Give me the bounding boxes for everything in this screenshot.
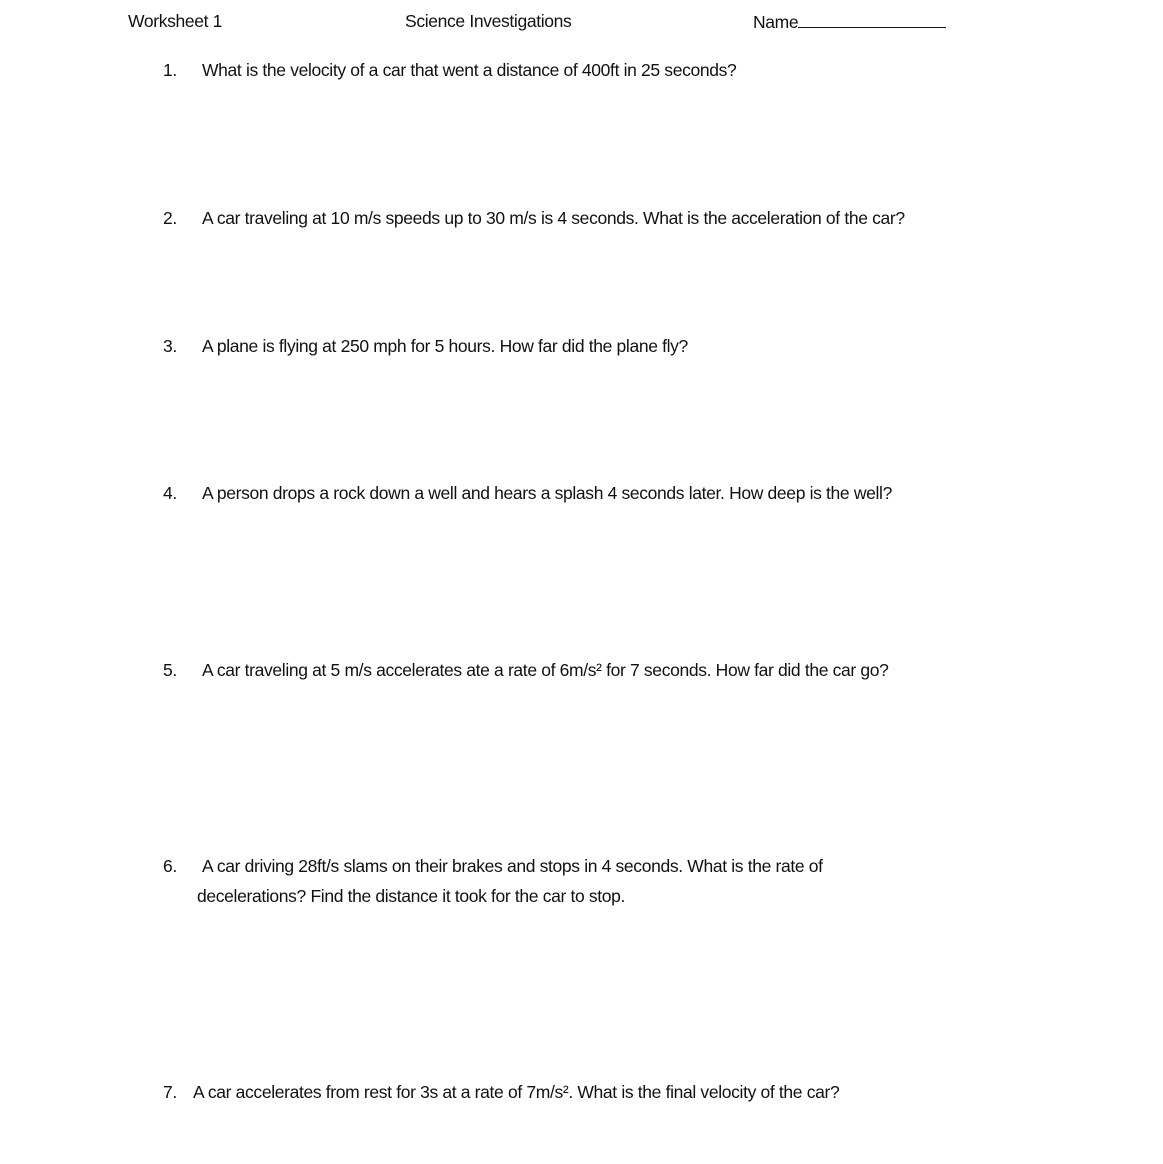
question-text-line-2: decelerations? Find the distance it took for the car to stop. <box>197 886 626 906</box>
subject-title: Science Investigations <box>405 11 572 31</box>
question-text: What is the velocity of a car that went a distance of 400ft in 25 seconds? <box>202 60 737 80</box>
question-text: A car traveling at 10 m/s speeds up to 30 m/s is 4 seconds. What is the acceleration of the car? <box>202 208 905 228</box>
name-label: Name <box>753 12 799 32</box>
question-text: A plane is flying at 250 mph for 5 hours. How far did the plane fly? <box>202 336 688 356</box>
question-number: 2. <box>163 208 177 228</box>
question-number: 1. <box>163 60 177 80</box>
question-text: A car accelerates from rest for 3s at a rate of 7m/s². What is the final velocity of the car? <box>193 1082 840 1102</box>
question-number: 7. <box>163 1082 177 1102</box>
question-number: 6. <box>163 856 177 876</box>
question-number: 5. <box>163 660 177 680</box>
name-blank-line <box>798 11 946 28</box>
name-field <box>753 11 946 32</box>
question-text-line-1: A car driving 28ft/s slams on their brakes and stops in 4 seconds. What is the rate of <box>202 856 823 876</box>
question-text: A person drops a rock down a well and hears a splash 4 seconds later. How deep is the well? <box>202 483 892 503</box>
question-text: A car traveling at 5 m/s accelerates ate a rate of 6m/s² for 7 seconds. How far did the car go? <box>202 660 889 680</box>
worksheet-title: Worksheet 1 <box>128 11 223 31</box>
question-number: 3. <box>163 336 177 356</box>
question-number: 4. <box>163 483 177 503</box>
